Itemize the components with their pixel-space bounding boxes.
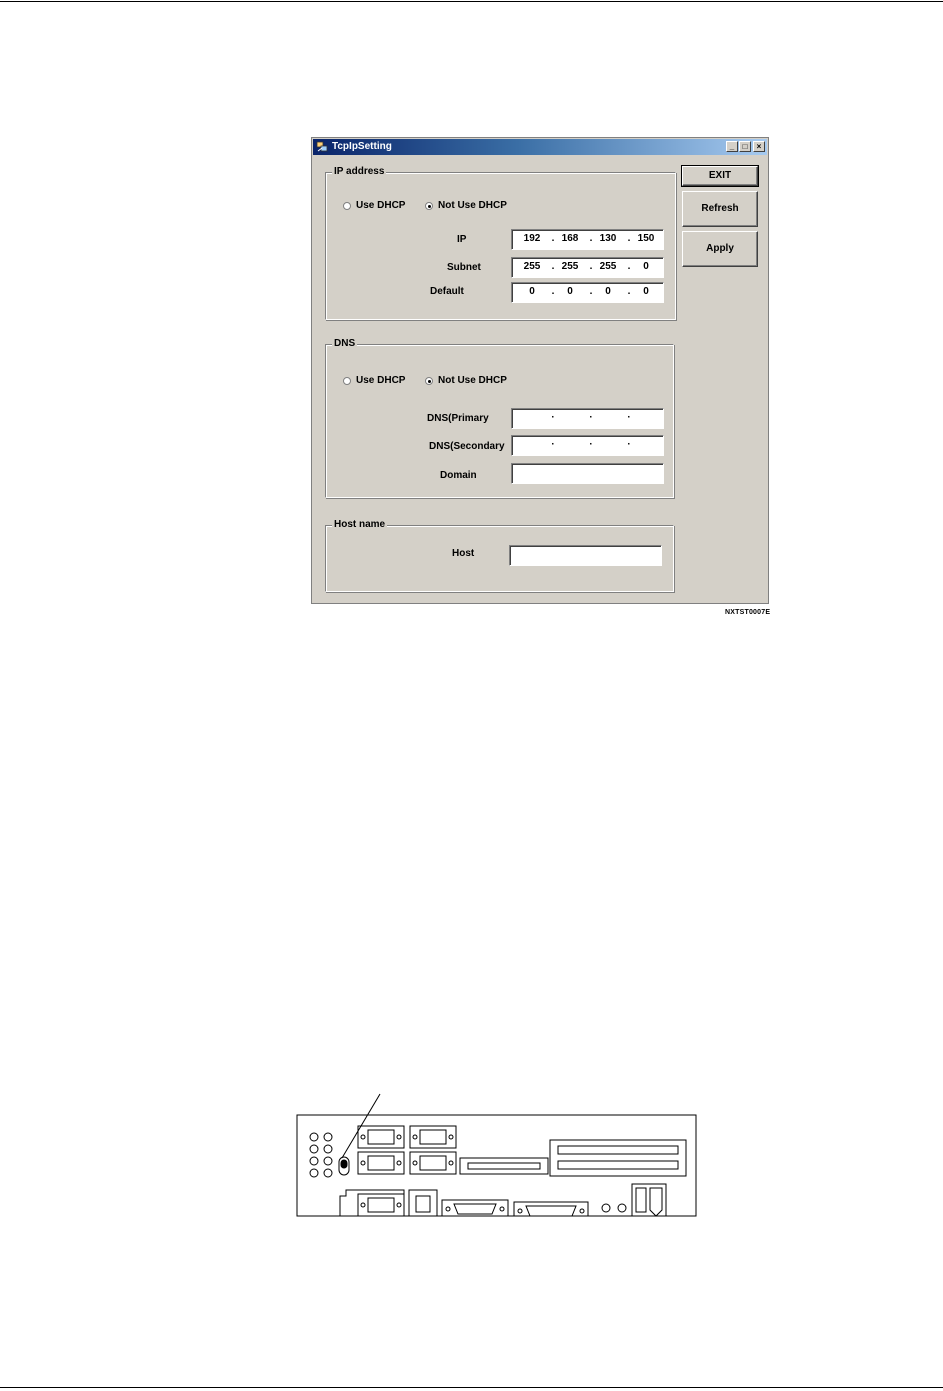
ip-input[interactable] — [511, 229, 664, 250]
card-slot-pair — [550, 1140, 686, 1176]
radio-dot-selected — [425, 377, 433, 385]
exit-button[interactable]: EXIT — [682, 166, 758, 186]
host-label: Host — [452, 548, 475, 559]
ip-address-group-title: IP address — [334, 166, 385, 177]
page-bottom-rule — [0, 1387, 943, 1388]
dns-group-title: DNS — [334, 338, 356, 349]
audio-jack-1 — [602, 1204, 610, 1212]
parallel-port — [514, 1202, 588, 1216]
serial-port — [442, 1200, 508, 1216]
radio-dot — [343, 377, 351, 385]
domain-input[interactable] — [511, 463, 664, 484]
dns-primary-input[interactable] — [511, 408, 664, 429]
dsub-connector-1 — [358, 1126, 404, 1148]
subnet-octet-2: 255 — [561, 261, 579, 272]
dsub-connector-5 — [358, 1194, 404, 1216]
subnet-octet-1: 255 — [523, 261, 541, 272]
ip-label: IP — [457, 234, 467, 245]
network-app-icon — [316, 141, 328, 153]
ip-not-use-dhcp-radio[interactable] — [425, 200, 507, 212]
dns-secondary-sep-1: · — [551, 439, 555, 450]
ip-address-group — [325, 166, 676, 320]
apply-button[interactable]: Apply — [682, 231, 758, 267]
subnet-sep-1: . — [551, 261, 555, 272]
dns-not-use-dhcp-label: Not Use DHCP — [438, 375, 507, 386]
ip-sep-1: . — [551, 233, 555, 244]
dns-primary-sep-1: · — [551, 412, 555, 423]
subnet-sep-3: . — [627, 261, 631, 272]
title-bar[interactable] — [313, 139, 767, 155]
default-label: Default — [430, 286, 464, 297]
rj-jack — [409, 1190, 437, 1216]
default-octet-3: 0 — [605, 286, 611, 297]
domain-label: Domain — [440, 470, 477, 481]
ip-octet-3: 130 — [599, 233, 617, 244]
default-sep-2: . — [589, 286, 593, 297]
ip-not-use-dhcp-label: Not Use DHCP — [438, 200, 507, 211]
minimize-button[interactable]: _ — [726, 141, 738, 152]
figure-caption: NXTST0007E — [725, 609, 771, 616]
default-sep-3: . — [627, 286, 631, 297]
ip-use-dhcp-label: Use DHCP — [356, 200, 406, 211]
led-holes — [310, 1133, 332, 1177]
ip-sep-2: . — [589, 233, 593, 244]
dns-not-use-dhcp-radio[interactable] — [425, 375, 507, 387]
page-top-rule — [0, 1, 943, 2]
ip-octet-1: 192 — [523, 233, 541, 244]
maximize-button[interactable]: □ — [739, 141, 751, 152]
subnet-label: Subnet — [447, 262, 481, 273]
refresh-button[interactable]: Refresh — [682, 191, 758, 227]
ip-use-dhcp-radio[interactable] — [343, 200, 405, 212]
host-name-group — [325, 519, 674, 592]
dns-primary-label: DNS(Primary — [427, 413, 489, 424]
dns-primary-sep-3: · — [627, 412, 631, 423]
ip-octet-4: 150 — [637, 233, 655, 244]
default-octet-4: 0 — [643, 286, 649, 297]
rear-panel-diagram — [296, 1090, 698, 1220]
tcpip-setting-window — [311, 137, 769, 604]
dns-secondary-sep-3: · — [627, 439, 631, 450]
subnet-octet-4: 0 — [643, 261, 649, 272]
power-connector — [632, 1184, 666, 1216]
host-name-group-title: Host name — [334, 519, 386, 530]
audio-jack-2 — [618, 1204, 626, 1212]
dsub-connector-2 — [410, 1126, 456, 1148]
card-slot-1 — [460, 1158, 548, 1174]
default-gateway-input[interactable] — [511, 282, 664, 303]
toggle-switch — [339, 1157, 349, 1175]
ip-sep-3: . — [627, 233, 631, 244]
radio-dot-selected — [425, 202, 433, 210]
dsub-connector-4 — [410, 1152, 456, 1174]
close-button[interactable]: × — [753, 141, 765, 152]
subnet-octet-3: 255 — [599, 261, 617, 272]
dns-primary-sep-2: · — [589, 412, 593, 423]
dns-secondary-label: DNS(Secondary — [429, 441, 505, 452]
default-octet-1: 0 — [529, 286, 535, 297]
dsub-connector-3 — [358, 1152, 404, 1174]
dns-secondary-sep-2: · — [589, 439, 593, 450]
window-title: TcpIpSetting — [332, 141, 392, 152]
dns-use-dhcp-radio[interactable] — [343, 375, 405, 387]
dns-group — [325, 338, 674, 498]
dns-secondary-input[interactable] — [511, 435, 664, 456]
radio-dot — [343, 202, 351, 210]
subnet-input[interactable] — [511, 257, 664, 278]
dns-use-dhcp-label: Use DHCP — [356, 375, 406, 386]
host-input[interactable] — [509, 545, 662, 566]
default-sep-1: . — [551, 286, 555, 297]
default-octet-2: 0 — [567, 286, 573, 297]
subnet-sep-2: . — [589, 261, 593, 272]
ip-octet-2: 168 — [561, 233, 579, 244]
